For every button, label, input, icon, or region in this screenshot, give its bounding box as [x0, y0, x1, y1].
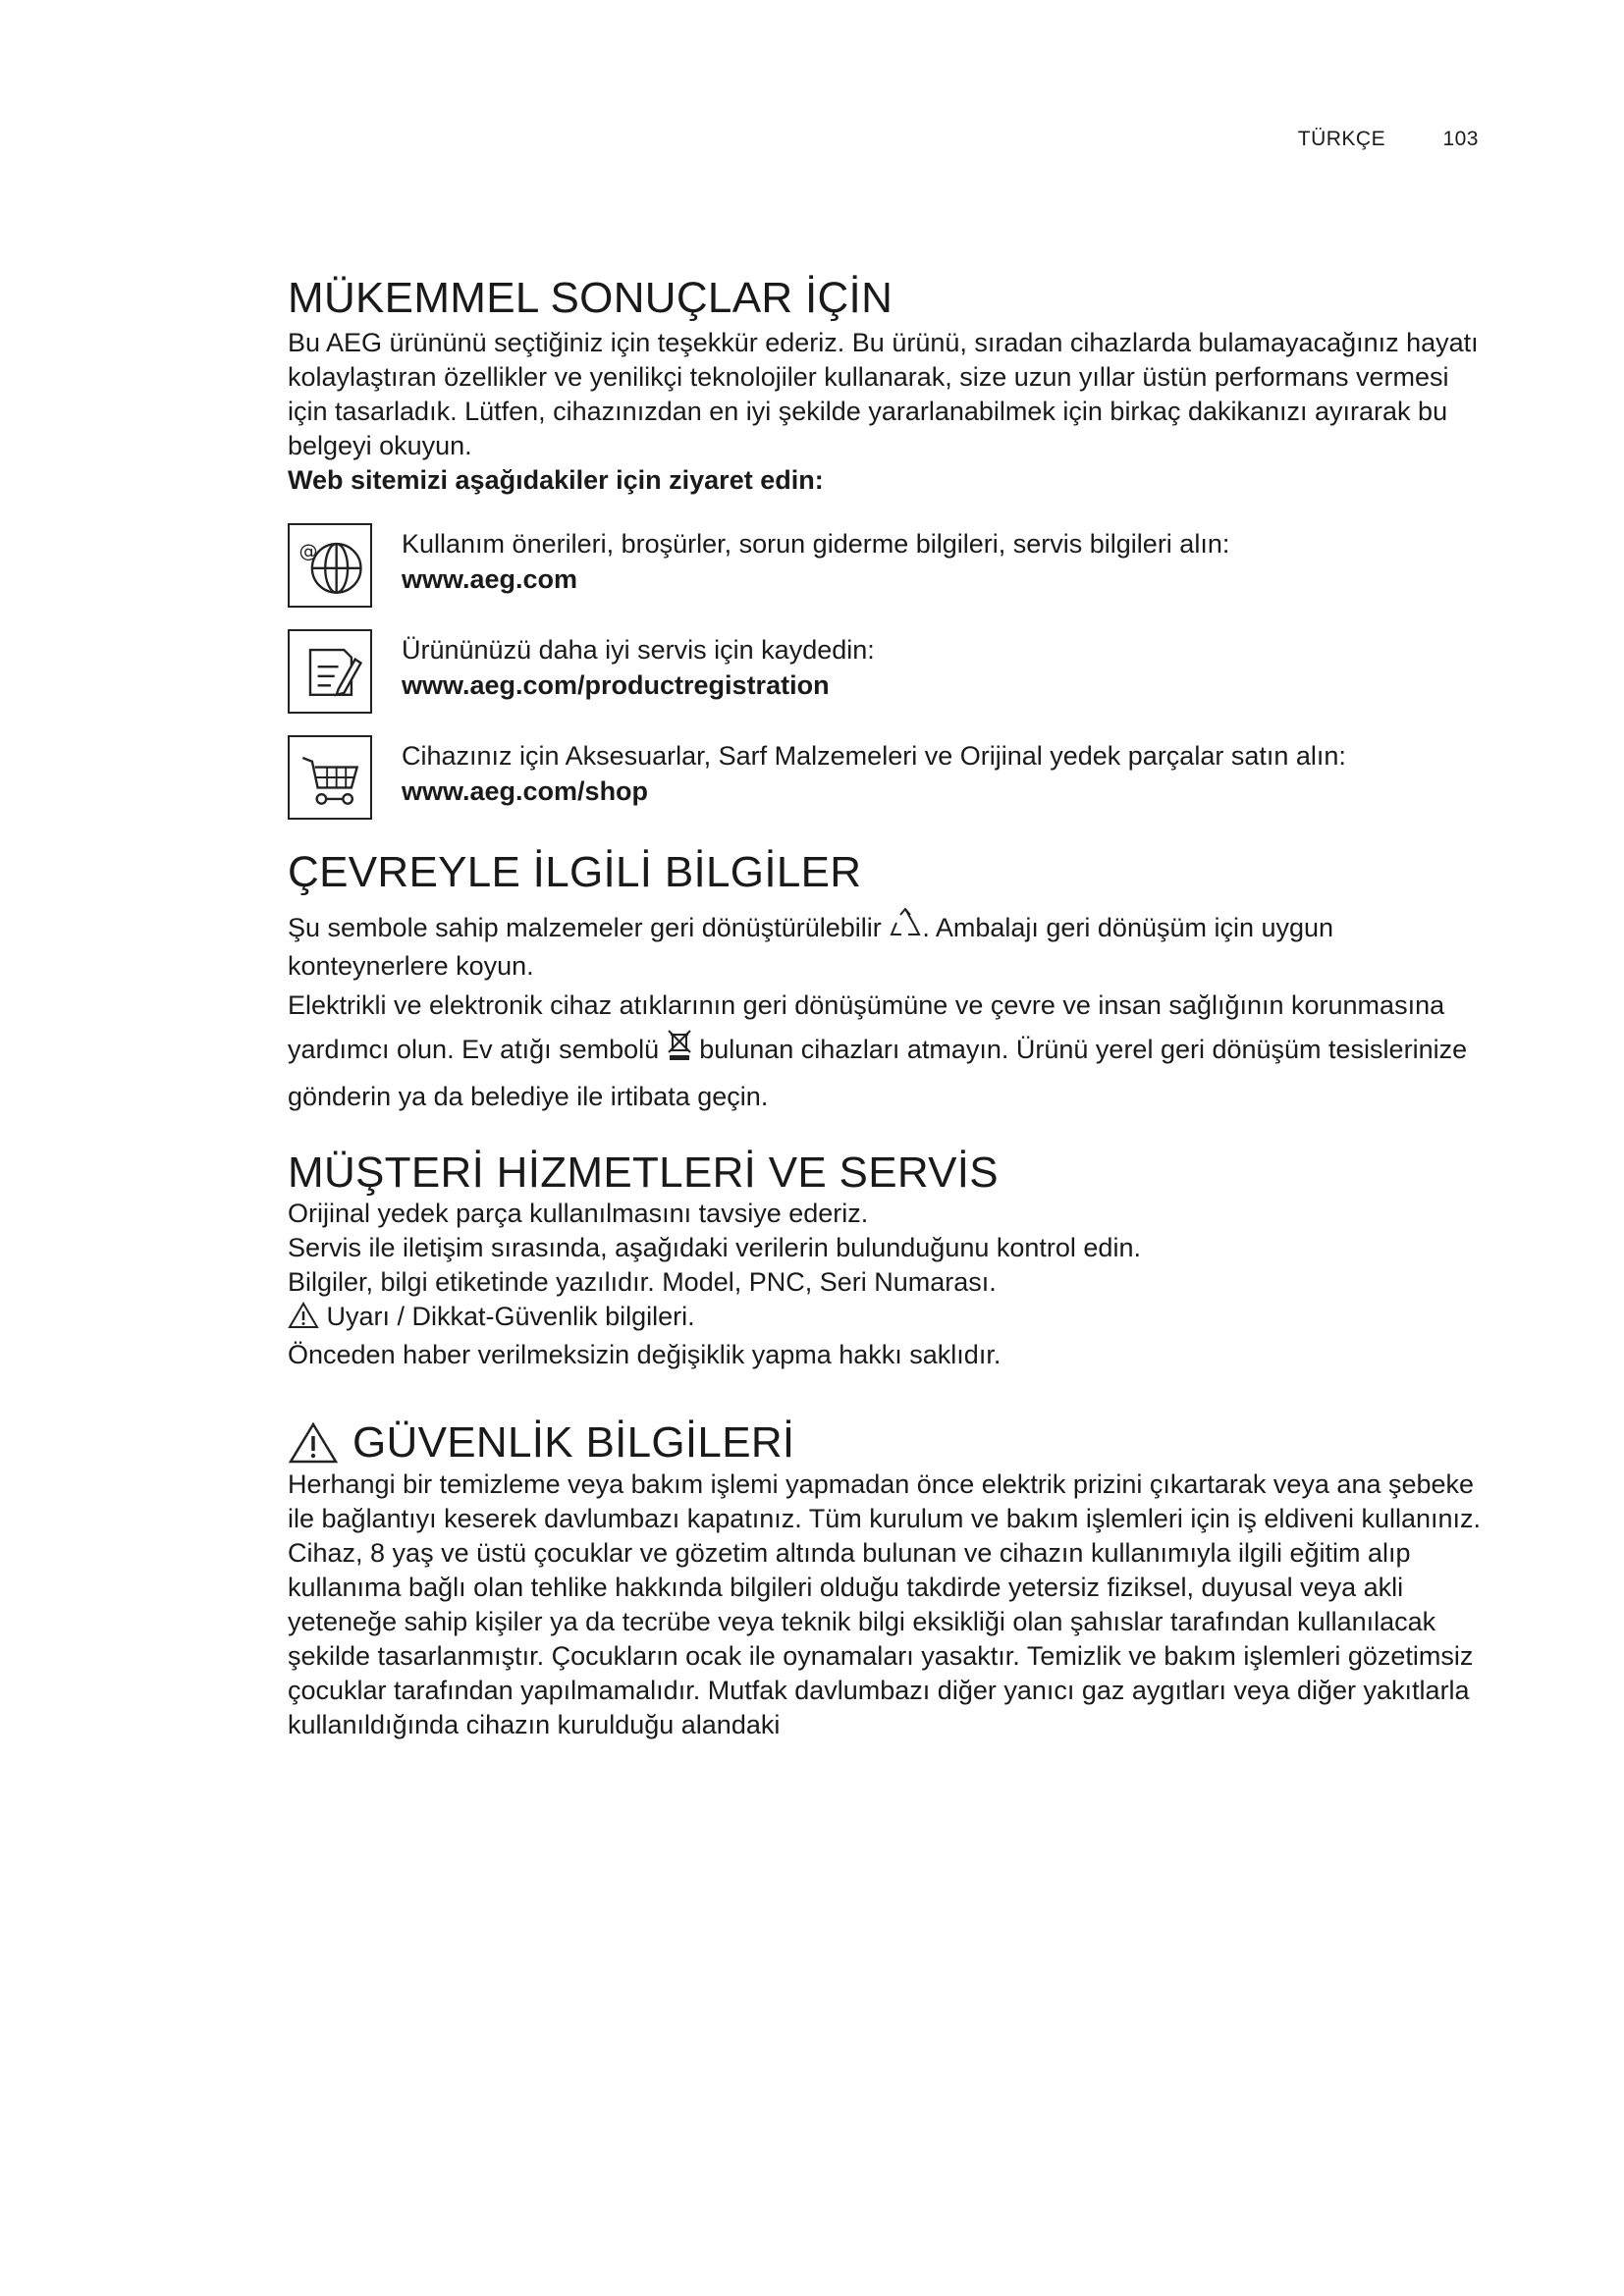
shopping-cart-icon	[288, 735, 372, 820]
web-link-item	[288, 735, 1495, 822]
registration-icon	[288, 629, 372, 714]
customer-service-line: Önceden haber verilmeksizin değişiklik yapma hakkı saklıdır.	[288, 1340, 1001, 1370]
customer-service-line: Bilgiler, bilgi etiketinde yazılıdır. Model, PNC, Seri Numarası.	[288, 1267, 997, 1298]
customer-service-line: Orijinal yedek parça kullanılmasını tavsiye ederiz.	[288, 1199, 869, 1229]
web-links	[288, 523, 1495, 822]
safety-paragraph: Herhangi bir temizleme veya bakım işlemi yapmadan önce elektrik prizini çıkartarak veya ana şebeke ile bağlantıyı keserek davlumbazı kapatınız. Tüm kurulum ve bakım işlemleri için iş eldiveni kullanınız. Cihaz, 8 yaş ve üstü çocuklar ve gözetim altında bulunan ve cihazın kullanımıyla ilgili eğitim alıp kullanıma bağlı olan tehlike hakkında bilgileri olduğu takdirde yetersiz fiziksel, duyusal veya akli yeteneğe sahip kişiler ya da tecrübe veya teknik bilgi eksikliği olan şahıslar tarafından kullanılacak şekilde tasarlanmıştır. Çocukların ocak ile oynamaları yasaktır. Temizlik ve bakım işlemleri gözetimsiz çocuklar tarafından yapılmamalıdır. Mutfak davlumbazı diğer yanıcı gaz aygıtları veya diğer yakıtlarla kullanıldığında cihazın kurulduğu alandaki	[288, 1468, 1482, 1739]
web-link-url[interactable]: www.aeg.com/shop	[402, 776, 649, 807]
intro-paragraph: Bu AEG ürününü seçtiğiniz için teşekkür ederiz. Bu ürünü, sıradan cihazlarda bulamayacağınız hayatı kolaylaştıran özellikler ve yenilikçi teknolojiler kullanarak, size uzun yıllar üstün performans vermesi için tasarladık. Lütfen, cihazınızdan en iyi şekilde yararlanabilmek için birkaç dakikanızı ayırarak bu belgeyi okuyun.	[288, 328, 1479, 461]
web-link-url[interactable]: www.aeg.com	[402, 564, 578, 595]
environment-text-2: Elektrikli ve elektronik cihaz atıklarının geri dönüşümüne ve çevre ve insan sağlığının korunmasına yardımcı olun. Ev atığı sembolü bulunan cihazları atmayın. Ürünü yerel geri dönüşüm tesislerinize gönderin ya da belediye ile irtibata geçin.	[288, 989, 1468, 1111]
recycling-icon	[889, 907, 922, 949]
svg-text:@: @	[298, 540, 318, 562]
page-number: 103	[1442, 128, 1479, 150]
web-link-item	[288, 523, 1495, 610]
page-header	[1298, 128, 1479, 151]
customer-service-title: MÜŞTERİ HİZMETLERİ VE SERVİS	[288, 1148, 999, 1197]
web-link-url[interactable]: www.aeg.com/productregistration	[402, 670, 830, 701]
language-label: TÜRKÇE	[1297, 128, 1386, 150]
warning-icon	[288, 1302, 319, 1338]
web-link-description: Ürününüzü daha iyi servis için kaydedin:	[402, 635, 875, 666]
web-link-description: Kullanım önerileri, broşürler, sorun giderme bilgileri, servis bilgileri alın:	[402, 529, 1230, 560]
globe-icon	[288, 523, 372, 608]
intro-title: MÜKEMMEL SONUÇLAR İÇİN	[288, 274, 893, 322]
customer-service-warning-line: Uyarı / Dikkat-Güvenlik bilgileri.	[288, 1300, 1495, 1338]
web-link-item	[288, 629, 1495, 716]
warning-icon	[288, 1421, 339, 1465]
environment-text-1: Şu sembole sahip malzemeler geri dönüştürülebilir . Ambalajı geri dönüşüm için uygun konteynerlere koyun.	[288, 907, 1495, 984]
page-content	[288, 275, 1495, 1742]
crossed-bin-icon	[667, 1027, 692, 1075]
customer-service-line: Servis ile iletişim sırasında, aşağıdaki verilerin bulunduğunu kontrol edin.	[288, 1233, 1141, 1263]
environment-title: ÇEVREYLE İLGİLİ BİLGİLER	[288, 848, 862, 897]
web-lead: Web sitemizi aşağıdakiler için ziyaret edin:	[288, 465, 824, 496]
web-link-description: Cihazınız için Aksesuarlar, Sarf Malzemeleri ve Orijinal yedek parçalar satın alın:	[402, 741, 1346, 772]
safety-title: GÜVENLİK BİLGİLERİ	[288, 1419, 1495, 1467]
